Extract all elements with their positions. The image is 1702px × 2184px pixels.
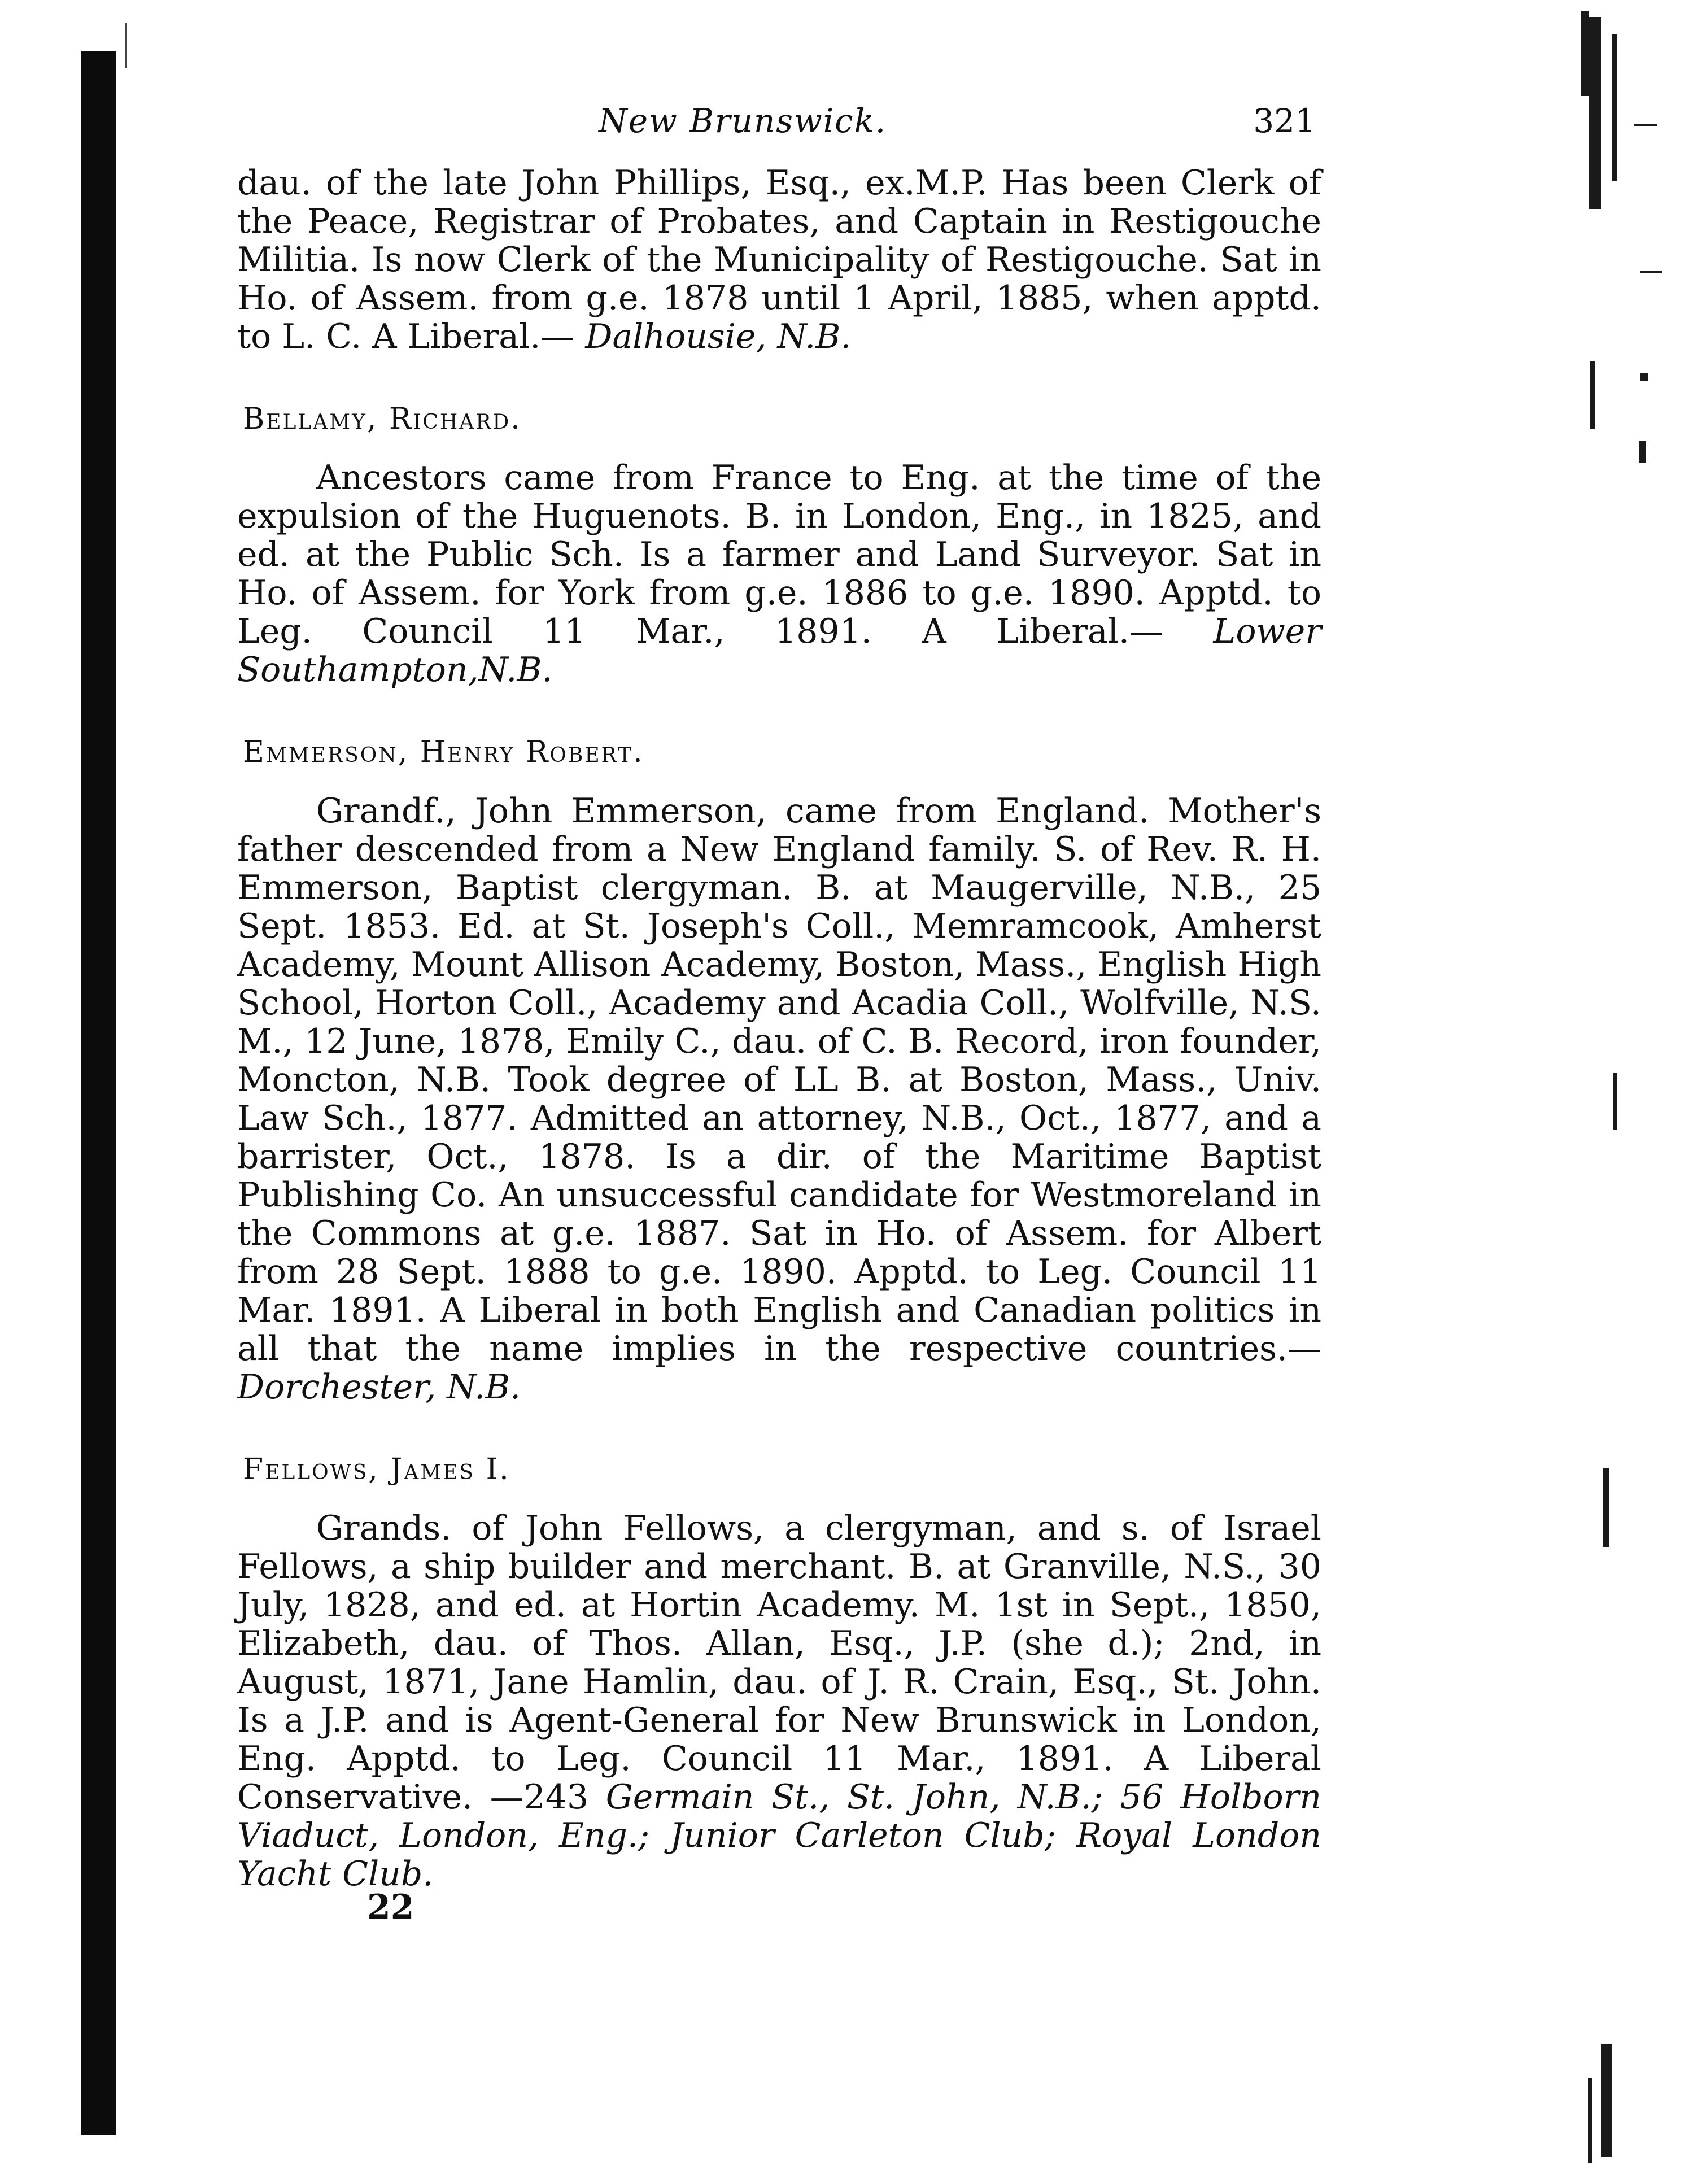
binding-mark xyxy=(125,23,127,68)
entry-paragraph xyxy=(237,1509,1321,1893)
running-title: New Brunswick. xyxy=(599,102,887,140)
entry-body: Grands. of John Fellows, a clergyman, and s. of Israel Fellows, a ship builder and merchant. B. at Granville, N.S., 30 July, 1828, and ed. at Hortin Academy. M. 1st in Sept., 1850, Elizabeth, dau. of Thos. Allan, Esq., J.P. (she d.); 2nd, in August, 1871, Jane Hamlin, dau. of J. R. Crain, Esq., St. John. Is a J.P. and is Agent-General for New Brunswick in London, Eng. Apptd. to Leg. Council 11 Mar., 1891. A Liberal Conservative. —243 xyxy=(237,1509,1321,1817)
entry-body: Ancestors came from France to Eng. at the time of the expulsion of the Huguenots. B. in London, Eng., in 1825, and ed. at the Public Sch. Is a farmer and Land Surveyor. Sat in Ho. of Assem. for York from g.e. 1886 to g.e. 1890. Apptd. to Leg. Council 11 Mar., 1891. A Liberal.— xyxy=(237,458,1321,651)
entry-address: Dorchester, N.B. xyxy=(237,1367,521,1407)
entry-body: dau. of the late John Phillips, Esq., ex.M.P. Has been Clerk of the Peace, Registrar of Probates, and Captain in Restigouche Militia. Is now Clerk of the Municipality of Restigouche. Sat in Ho. of Assem. from g.e. 1878 until 1 April, 1885, when apptd. to L. C. A Liberal.— xyxy=(237,163,1321,356)
torn-right-edge xyxy=(1538,0,1702,2184)
page-number: 321 xyxy=(1253,102,1316,140)
page-header xyxy=(237,102,1321,164)
entry-name: Bellamy, Richard. xyxy=(243,402,522,436)
entry-paragraph xyxy=(237,792,1321,1406)
book-page xyxy=(237,102,1321,1927)
entry-name: Fellows, James I. xyxy=(243,1453,510,1486)
entry-address: Germain St., St. John, N.B.; 56 Holborn Viaduct, London, Eng.; Junior Carleton Club; Royal London Yacht Club. xyxy=(237,1777,1321,1894)
entry-address: Lower Southampton,N.B. xyxy=(237,612,1321,690)
entry-body: Grandf., John Emmerson, came from England. Mother's father descended from a New England family. S. of Rev. R. H. Emmerson, Baptist clergyman. B. at Maugerville, N.B., 25 Sept. 1853. Ed. at St. Joseph's Coll., Memramcook, Amherst Academy, Mount Allison Academy, Boston, Mass., English High School, Horton Coll., Academy and Acadia Coll., Wolfville, N.S. M., 12 June, 1878, Emily C., dau. of C. B. Record, iron founder, Moncton, N.B. Took degree of LL B. at Boston, Mass., Univ. Law Sch., 1877. Admitted an attorney, N.B., Oct., 1877, and a barrister, Oct., 1878. Is a dir. of the Maritime Baptist Publishing Co. An unsuccessful candidate for Westmoreland in the Commons at g.e. 1887. Sat in Ho. of Assem. for Albert from 28 Sept. 1888 to g.e. 1890. Apptd. to Leg. Council 11 Mar. 1891. A Liberal in both English and Canadian politics in all that the name implies in the respective countries.— xyxy=(237,791,1321,1368)
entry-address: Dalhousie, N.B. xyxy=(585,317,852,356)
entry-name: Emmerson, Henry Robert. xyxy=(243,735,644,769)
page-body xyxy=(237,163,1321,1927)
signature-mark: 22 xyxy=(367,1887,414,1927)
binding-edge xyxy=(81,51,116,2135)
entry-continuation xyxy=(237,164,1321,356)
entry-paragraph xyxy=(237,459,1321,689)
